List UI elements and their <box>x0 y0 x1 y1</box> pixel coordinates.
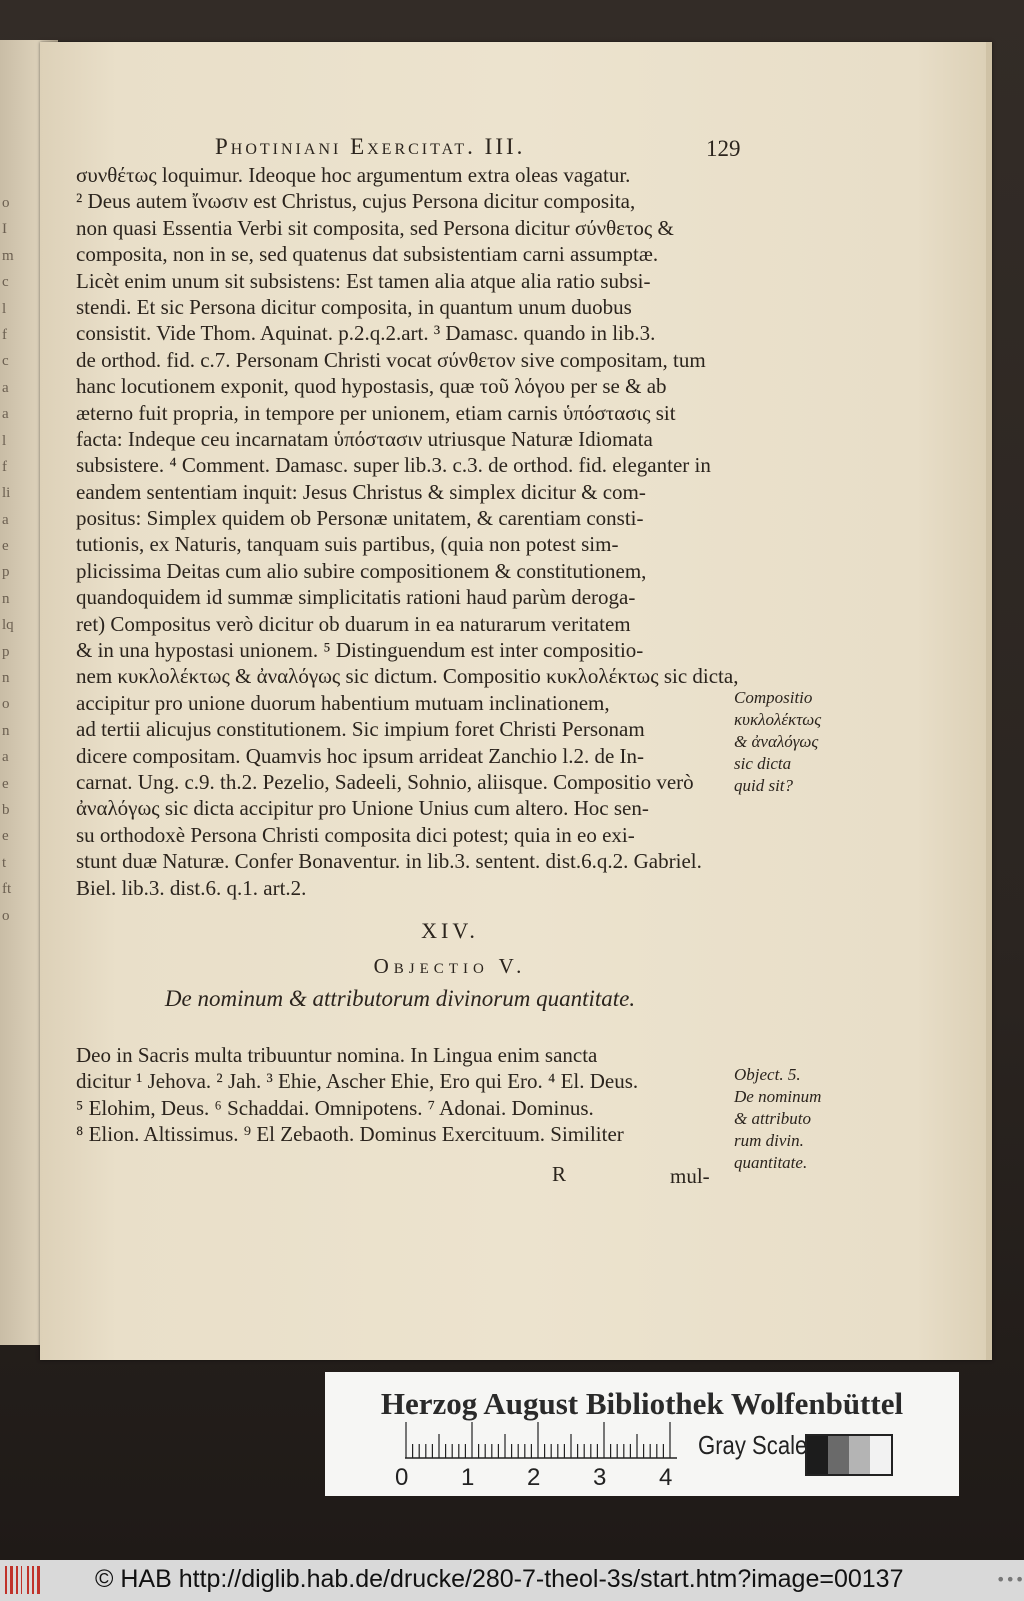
text-line: ⁵ Elohim, Deus. ⁶ Schaddai. Omnipotens. ⁷ Adonai. Dominus. <box>76 1095 594 1120</box>
previous-page-glyph: l <box>2 432 7 449</box>
text-line: dicitur ¹ Jehova. ² Jah. ³ Ehie, Ascher Ehie, Ero qui Ero. ⁴ El. Deus. <box>76 1069 639 1094</box>
margin-note-line: & ἀναλόγως <box>734 732 819 751</box>
text-line: positus: Simplex quidem ob Personæ unitatem, & carentiam consti- <box>76 506 644 531</box>
previous-page-glyph: f <box>2 458 7 475</box>
section-body-text <box>76 1042 776 1148</box>
previous-page-glyph: n <box>2 722 10 739</box>
body-text <box>76 162 776 901</box>
text-line: stunt duæ Naturæ. Confer Bonaventur. in lib.3. sentent. dist.6.q.2. Gabriel. <box>76 849 702 874</box>
text-line: eandem sententiam inquit: Jesus Christus & simplex dicitur & com- <box>76 479 646 504</box>
text-line: συνθέτως loquimur. Ideoque hoc argumentum extra oleas vagatur. <box>76 163 631 187</box>
barcode-bar <box>32 1566 34 1594</box>
text-line: consistit. Vide Thom. Aquinat. p.2.q.2.art. ³ Damasc. quando in lib.3. <box>76 321 656 346</box>
margin-note-line: & attributo <box>734 1109 811 1128</box>
previous-page-glyph: a <box>2 749 9 766</box>
previous-page-glyph: o <box>2 907 10 924</box>
text-line: æterno fuit propria, in tempore per unionem, etiam carnis ὑπόστασις sit <box>76 400 676 425</box>
text-line: non quasi Essentia Verbi sit composita, sed Persona dicitur σύνθετος & <box>76 215 674 240</box>
previous-page-glyph: b <box>2 801 10 818</box>
previous-page-glyph: n <box>2 670 10 687</box>
barcode-icon <box>4 1564 48 1596</box>
previous-page-glyph: I <box>2 221 7 238</box>
color-calibration-bar <box>325 1372 959 1496</box>
barcode-bar <box>16 1566 18 1594</box>
signature-mark: R <box>552 1162 567 1186</box>
footer-url[interactable]: © HAB http://diglib.hab.de/drucke/280-7-theol-3s/start.htm?image=00137 <box>95 1565 904 1593</box>
previous-page-glyph: e <box>2 775 9 792</box>
text-line: de orthod. fid. c.7. Personam Christi vocat σύνθετον sive compositam, tum <box>76 347 706 372</box>
previous-page-glyph: t <box>2 854 7 871</box>
previous-page-glyph: n <box>2 590 10 607</box>
previous-page-glyph: o <box>2 195 10 211</box>
text-line: & in una hypostasi unionem. ⁵ Distinguendum est inter compositio- <box>76 638 644 663</box>
text-line: Licèt enim unum sit subsistens: Est tamen alia atque alia ratio subsi- <box>76 268 651 293</box>
barcode-bar <box>5 1566 7 1594</box>
text-line: quandoquidem id summæ simplicitatis rationi haud parùm deroga- <box>76 585 636 610</box>
ruler-label: 2 <box>527 1464 541 1491</box>
previous-page-glyph: o <box>2 696 10 713</box>
previous-page-glyph: p <box>2 643 10 660</box>
page-content <box>40 42 992 1360</box>
ruler-scale <box>405 1420 677 1460</box>
text-line: ret) Compositus verò dicitur ob duarum in ea naturarum veritatem <box>76 611 631 636</box>
library-name: Herzog August Bibliothek Wolfenbüttel <box>380 1386 904 1421</box>
margin-note-objection <box>734 1064 821 1174</box>
text-line: su orthodoxè Persona Christi composita dici potest; quia in eo exi- <box>76 822 635 847</box>
previous-page-glyph: e <box>2 828 9 845</box>
margin-note-line: rum divin. <box>734 1131 804 1150</box>
previous-page-glyph: a <box>2 379 9 396</box>
ruler-labels <box>395 1464 695 1494</box>
margin-note-compositio <box>734 687 821 797</box>
text-line: nem κυκλολέκτως & ἀναλόγως sic dictum. Compositio κυκλολέκτως sic dicta, <box>76 664 739 689</box>
previous-page-glyph: c <box>2 353 9 370</box>
text-line: accipitur pro unione duorum habentium mutuam inclinationem, <box>76 690 610 715</box>
text-line: subsistere. ⁴ Comment. Damasc. super lib.3. c.3. de orthod. fid. eleganter in <box>76 453 711 478</box>
margin-note-line: κυκλολέκτως <box>734 710 822 729</box>
previous-page-glyph: l <box>2 300 7 317</box>
text-line: ad tertii alicujus constitutionem. Sic impium foret Christi Personam <box>76 717 645 742</box>
previous-page-glyph: c <box>2 274 9 291</box>
margin-note-line: sic dicta <box>734 754 792 773</box>
text-line: ⁸ Elion. Altissimus. ⁹ El Zebaoth. Dominus Exercituum. Similiter <box>76 1122 624 1147</box>
section-title: De nominum & attributorum divinorum quantitate. <box>164 986 636 1011</box>
previous-page-glyph: p <box>2 564 10 581</box>
gray-swatch <box>870 1436 891 1474</box>
previous-page-glyph: e <box>2 538 9 555</box>
barcode-bar <box>21 1566 22 1594</box>
text-line: stendi. Et sic Persona dicitur composita, in quantum unum duobus <box>76 294 632 319</box>
previous-page-fragments <box>2 190 22 929</box>
previous-page-glyph: a <box>2 511 9 528</box>
text-line: tutionis, ex Naturis, tanquam suis partibus, (quia non potest sim- <box>76 532 619 557</box>
previous-page-glyph: ft <box>2 881 12 898</box>
text-line: facta: Indeque ceu incarnatam ὑπόστασιν utriusque Naturæ Idiomata <box>76 426 653 451</box>
objection-label: Objectio V. <box>373 954 527 978</box>
text-line: hanc locutionem exponit, quod hypostasis, quæ τοῦ λόγου per se & ab <box>76 374 667 399</box>
gray-swatch <box>807 1436 828 1474</box>
ruler-label: 0 <box>395 1464 409 1491</box>
book-page <box>40 42 992 1360</box>
ruler-label: 4 <box>659 1464 673 1491</box>
barcode-bar <box>27 1566 29 1594</box>
text-line: ἀναλόγως sic dicta accipitur pro Unione Unius cum altero. Hoc sen- <box>76 796 649 821</box>
running-head: Photiniani Exercitat. III. <box>215 134 526 159</box>
gray-swatch <box>849 1436 870 1474</box>
margin-note-line: Object. 5. <box>734 1065 801 1084</box>
previous-page-glyph: li <box>2 485 11 502</box>
text-line: carnat. Ung. c.9. th.2. Pezelio, Sadeeli, Sohnio, aliisque. Compositio verò <box>76 769 694 794</box>
margin-note-line: quid sit? <box>734 776 794 795</box>
ruler-label: 3 <box>593 1464 607 1491</box>
text-line: ² Deus autem ἴνωσιν est Christus, cujus Persona dicitur composita, <box>76 189 636 214</box>
previous-page-glyph: f <box>2 326 7 343</box>
margin-note-line: quantitate. <box>734 1153 808 1172</box>
catchword: mul- <box>670 1164 710 1188</box>
margin-note-line: De nominum <box>734 1087 822 1106</box>
gray-swatch <box>828 1436 849 1474</box>
previous-page-glyph: lq <box>2 617 14 634</box>
gray-swatches <box>805 1434 893 1476</box>
text-line: Biel. lib.3. dist.6. q.1. art.2. <box>76 875 307 900</box>
previous-page-glyph: a <box>2 406 9 423</box>
text-line: composita, non in se, sed quatenus dat subsistentiam carni assumptæ. <box>76 242 659 267</box>
grayscale-label: Gray Scale <box>698 1430 808 1460</box>
margin-note-line: Compositio <box>734 688 813 707</box>
previous-page-glyph: m <box>2 247 14 264</box>
page-number: 129 <box>706 136 741 161</box>
section-number: XIV. <box>421 918 479 943</box>
text-line: dicere compositam. Quamvis hoc ipsum arrideat Zanchio l.2. de In- <box>76 743 644 768</box>
barcode-bar <box>37 1566 40 1594</box>
text-line: Deo in Sacris multa tribuuntur nomina. In Lingua enim sancta <box>76 1043 598 1067</box>
footer-bar <box>0 1560 1024 1601</box>
text-line: plicissima Deitas cum alio subire compositionem & constitutionem, <box>76 558 647 583</box>
more-icon[interactable]: ••• <box>996 1570 1024 1589</box>
barcode-bar <box>10 1566 13 1594</box>
ruler-label: 1 <box>461 1464 475 1491</box>
